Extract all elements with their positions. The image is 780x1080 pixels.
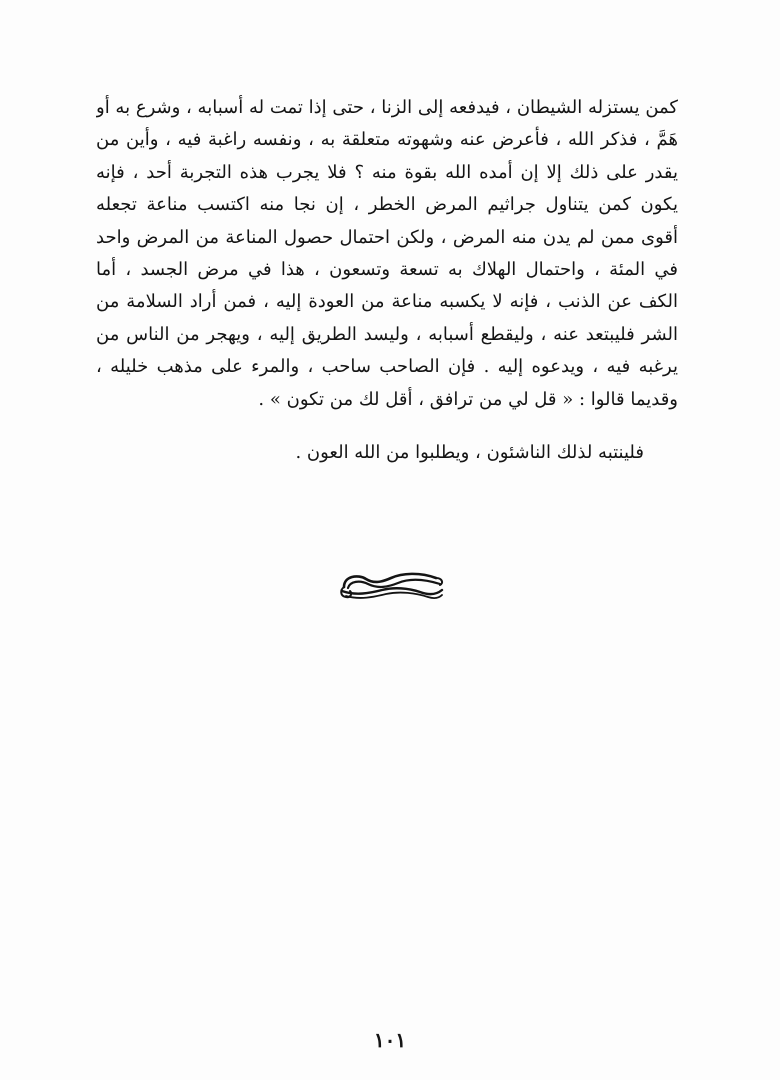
paragraph-line: يرغبه فيه ، ويدعوه إليه . فإن الصاحب ساحب ، والمرء على مذهب خليله ، [96, 356, 678, 378]
paragraph-line: يقدر على ذلك إلا إن أمده الله بقوة منه ؟ فلا يجرب هذه التجربة أحد ، فإنه [96, 161, 678, 183]
page-number: ١٠١ [373, 1028, 407, 1052]
paragraph-line: وقديما قالوا : « قل لي من ترافق ، أقل لك من تكون » . [258, 388, 678, 410]
paragraph-line: يكون كمن يتناول جراثيم المرض الخطر ، إن نجا منه اكتسب مناعة تجعله [96, 194, 678, 216]
paragraph-line: الشر فليبتعد عنه ، وليقطع أسبابه ، وليسد الطريق إليه ، ويهجر من الناس من [96, 323, 678, 345]
paragraph [96, 92, 678, 416]
closing-sentence: فلينتبه لذلك الناشئون ، ويطلبوا من الله العون . [295, 442, 644, 463]
paragraph-line: أقوى ممن لم يدن منه المرض ، ولكن احتمال حصول المناعة من المرض واحد [96, 226, 678, 248]
paragraph-line: الكف عن الذنب ، فإنه لا يكسبه مناعة من العودة إليه ، فمن أراد السلامة من [96, 291, 678, 313]
paragraph-line: هَمَّ ، فذكر الله ، فأعرض عنه وشهوته متعلقة به ، ونفسه راغبة فيه ، وأين من [96, 129, 678, 151]
paragraph-line: كمن يستزله الشيطان ، فيدفعه إلى الزنا ، حتى إذا تمت له أسبابه ، وشرع به أو [96, 97, 678, 118]
paragraph-line: في المئة ، واحتمال الهلاك به تسعة وتسعون ، هذا في مرض الجسد ، أما [96, 258, 678, 280]
flourish-divider-icon [336, 566, 446, 608]
